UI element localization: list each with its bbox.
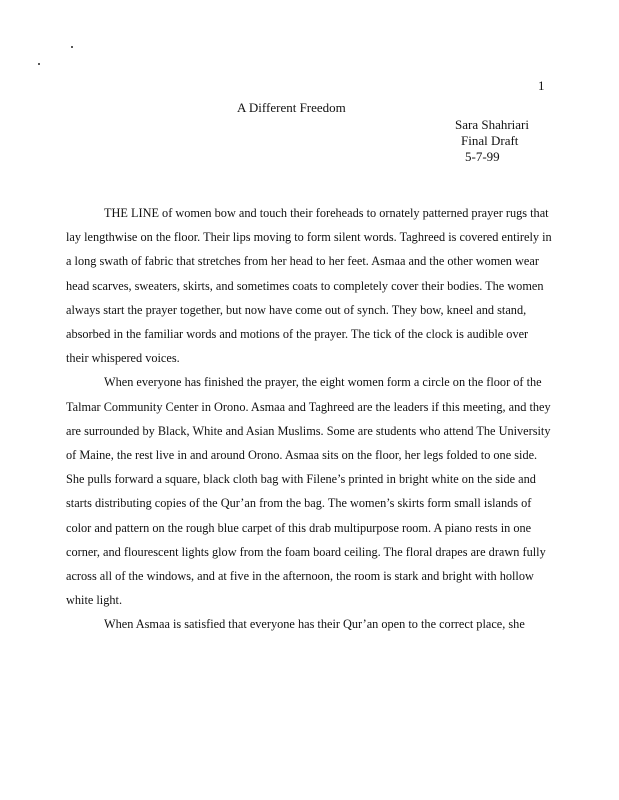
author-block xyxy=(455,117,529,165)
document-title: A Different Freedom xyxy=(237,100,346,115)
scan-speck xyxy=(38,63,40,65)
draft-label: Final Draft xyxy=(461,133,519,148)
body-text xyxy=(66,201,552,637)
paragraph: THE LINE of women bow and touch their foreheads to ornately patterned prayer rugs that lay lengthwise on the floor. Their lips moving to form silent words. Taghreed is covered entirely in a long swath of fabric that stretches from her head to her feet. Asmaa and the other women wear head scarves, sweaters, skirts, and sometimes coats to completely cover their bodies. The women always start the prayer together, but now have come out of synch. They bow, kneel and stand, absorbed in the familiar words and motions of the prayer. The tick of the clock is audible over their whispered voices. xyxy=(66,206,552,366)
paragraph: When everyone has finished the prayer, the eight women form a circle on the floor of the Talmar Community Center in Orono. Asmaa and Taghreed are the leaders if this meeting, and they are surrounded by Black, White and Asian Muslims. Some are students who attend The University of Maine, the rest live in and around Orono. Asmaa sits on the floor, her legs folded to one side. She pulls forward a square, black cloth bag with Filene’s printed in bright white on the side and starts distributing copies of the Qur’an from the bag. The women’s skirts form small islands of color and pattern on the rough blue carpet of this drab multipurpose room. A piano rests in one corner, and flourescent lights glow from the foam board ceiling. The floral drapes are drawn fully across all of the windows, and at five in the afternoon, the room is stark and bright with hollow white light. xyxy=(66,375,551,608)
draft-date: 5-7-99 xyxy=(465,149,500,164)
paragraph: When Asmaa is satisfied that everyone has their Qur’an open to the correct place, she xyxy=(104,617,525,632)
author-name: Sara Shahriari xyxy=(455,117,530,132)
scan-speck xyxy=(71,46,73,48)
page-number: 1 xyxy=(538,78,545,93)
